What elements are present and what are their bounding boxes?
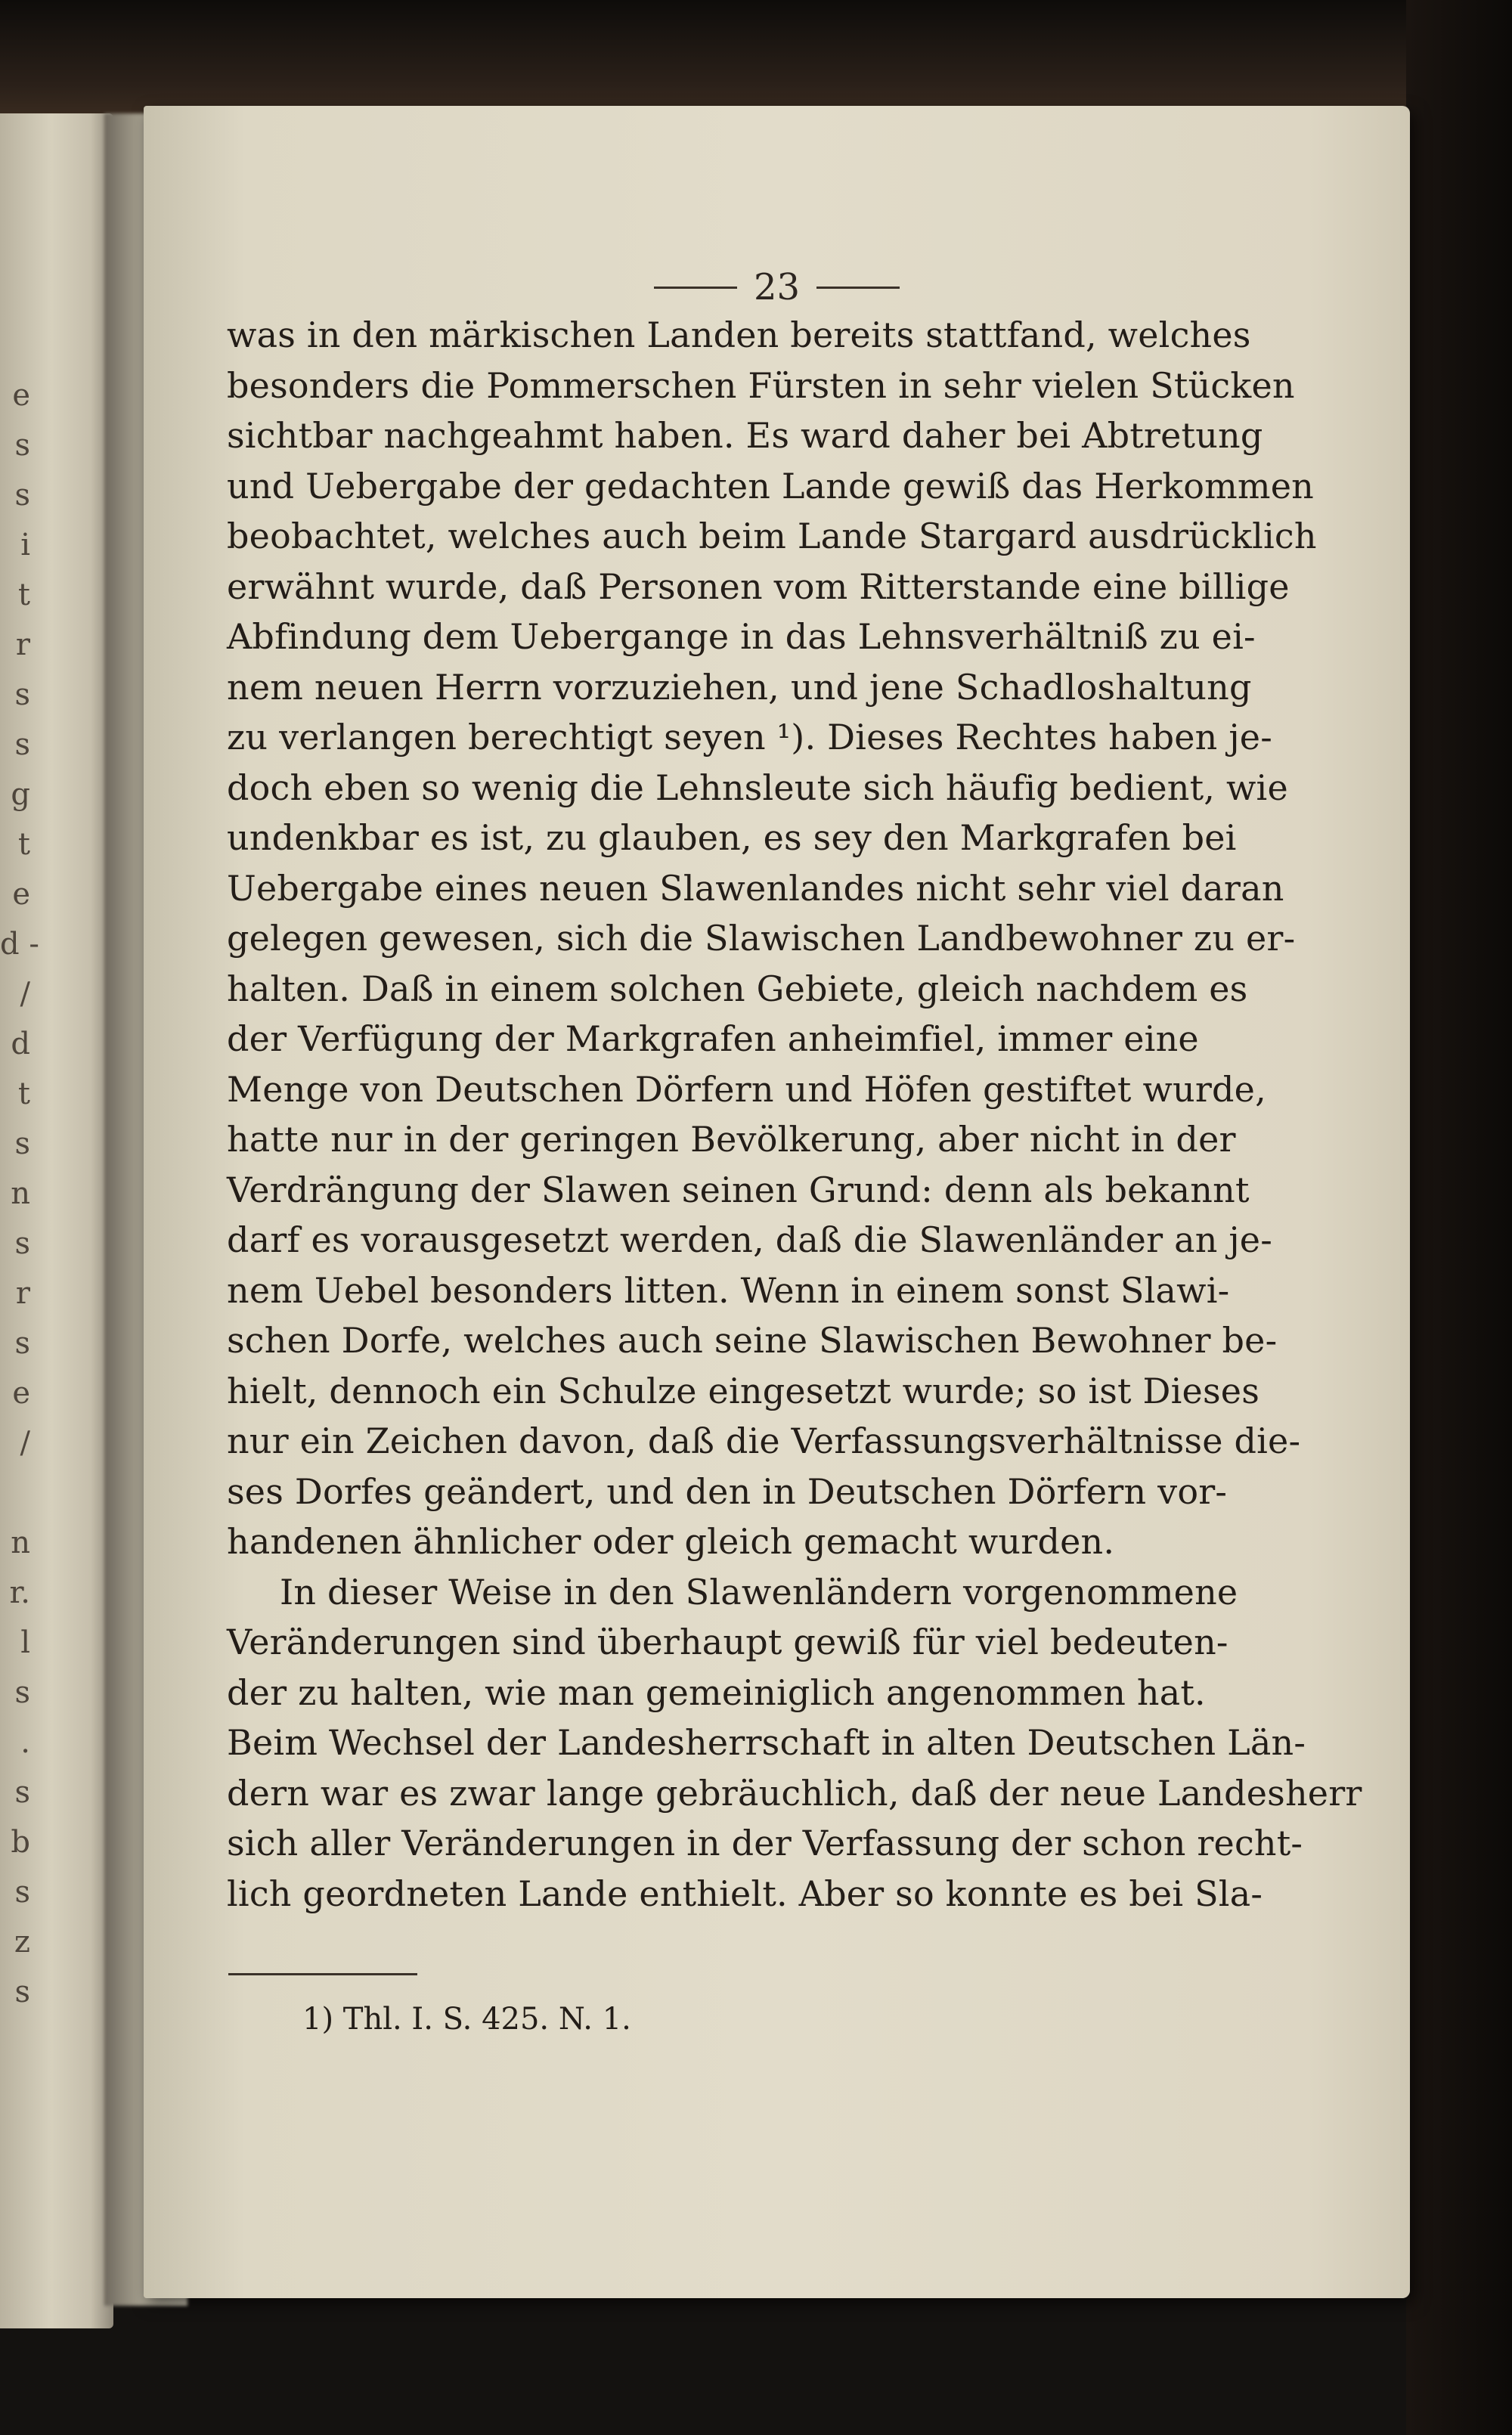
text-line: beobachtet, welches auch beim Lande Stargard ausdrücklich — [227, 516, 1317, 556]
text-line: darf es vorausgesetzt werden, daß die Slawenländer an je- — [227, 1219, 1272, 1260]
text-line: der Verfügung der Markgrafen anheimfiel, immer eine — [227, 1018, 1199, 1059]
text-line: nem neuen Herrn vorzuziehen, und jene Schadloshaltung — [227, 666, 1252, 708]
text-line: lich geordneten Lande enthielt. Aber so konnte es bei Sla- — [227, 1873, 1263, 1914]
book-cover-top-edge — [0, 0, 1512, 121]
left-page-fragment: r. — [9, 1575, 30, 1610]
footnote: 1) Thl. I. S. 425. N. 1. — [302, 2002, 631, 2037]
text-line: der zu halten, wie man gemeiniglich angenommen hat. — [227, 1671, 1206, 1713]
left-page-fragment: t — [17, 1077, 30, 1111]
left-facing-page — [0, 113, 113, 2328]
book-cover-right-edge — [1406, 0, 1512, 2435]
left-page-fragment: i — [20, 528, 30, 562]
left-page-fragment: s — [14, 1675, 30, 1710]
left-page-fragment: e — [12, 1376, 30, 1411]
left-page-fragment: s — [14, 1975, 30, 2009]
left-page-fragment: s — [14, 478, 30, 513]
left-page-fragment: e — [12, 877, 30, 912]
text-line: nur ein Zeichen davon, daß die Verfassungsverhältnisse die- — [227, 1420, 1301, 1461]
left-page-fragment: s — [14, 727, 30, 762]
left-page-fragment — [0, 1468, 30, 1518]
left-page-fragment: / — [20, 977, 30, 1011]
text-line: was in den märkischen Landen bereits stattfand, welches — [227, 314, 1251, 355]
text-line: Verdrängung der Slawen seinen Grund: denn als bekannt — [227, 1169, 1250, 1210]
left-page-fragment: g — [11, 777, 30, 812]
left-page-fragment: t — [17, 827, 30, 862]
left-page-fragment: . — [20, 1725, 30, 1760]
left-page-fragment: s — [14, 677, 30, 712]
text-line: erwähnt wurde, daß Personen vom Ritterstande eine billige — [227, 565, 1290, 607]
text-line: Beim Wechsel der Landesherrschaft in alten Deutschen Län- — [227, 1722, 1306, 1763]
book-page — [144, 106, 1410, 2298]
left-page-fragment: s — [14, 1326, 30, 1361]
footnote-rule — [228, 1973, 417, 1975]
text-line: doch eben so wenig die Lehnsleute sich häufig bedient, wie — [227, 767, 1288, 808]
text-line: sichtbar nachgeahmt haben. Es ward daher bei Abtretung — [227, 415, 1263, 456]
text-line: Abfindung dem Uebergange in das Lehnsverhältniß zu ei- — [227, 616, 1256, 657]
left-page-fragment: b — [11, 1825, 30, 1860]
text-line: schen Dorfe, welches auch seine Slawischen Bewohner be- — [227, 1320, 1278, 1361]
text-line: besonders die Pommerschen Fürsten in sehr vielen Stücken — [227, 364, 1295, 406]
text-line: gelegen gewesen, sich die Slawischen Landbewohner zu er- — [227, 918, 1296, 959]
left-page-fragment: t — [17, 578, 30, 612]
left-page-fragment: s — [14, 1875, 30, 1910]
left-page-text-fragments — [0, 370, 39, 2017]
text-line: Uebergabe eines neuen Slawenlandes nicht sehr viel daran — [227, 867, 1284, 909]
left-page-fragment: s — [14, 1775, 30, 1810]
head-rule-left — [654, 287, 737, 289]
text-line: dern war es zwar lange gebräuchlich, daß der neue Landesherr — [227, 1772, 1362, 1814]
left-page-fragment: s — [14, 428, 30, 463]
left-page-fragment: r — [15, 1276, 30, 1311]
left-page-fragment: r — [15, 627, 30, 662]
left-page-fragment: d — [11, 1027, 30, 1061]
left-page-fragment: s — [14, 1126, 30, 1161]
running-head — [144, 266, 1410, 308]
left-page-fragment: d - — [0, 927, 39, 962]
page-number: 23 — [753, 266, 801, 308]
left-page-fragment: z — [14, 1925, 30, 1959]
text-line: halten. Daß in einem solchen Gebiete, gleich nachdem es — [227, 968, 1248, 1009]
text-line: nem Uebel besonders litten. Wenn in einem sonst Slawi- — [227, 1269, 1230, 1311]
left-page-fragment: n — [11, 1176, 30, 1211]
left-page-fragment: s — [14, 1226, 30, 1261]
left-page-fragment: / — [20, 1426, 30, 1461]
body-text — [227, 310, 1362, 1919]
text-line: und Uebergabe der gedachten Lande gewiß das Herkommen — [227, 465, 1314, 507]
text-line: handenen ähnlicher oder gleich gemacht wurden. — [227, 1521, 1115, 1562]
text-line: sich aller Veränderungen in der Verfassung der schon recht- — [227, 1823, 1303, 1863]
text-line: hielt, dennoch ein Schulze eingesetzt wurde; so ist Dieses — [227, 1370, 1259, 1411]
text-line: Menge von Deutschen Dörfern und Höfen gestiftet wurde, — [227, 1068, 1266, 1110]
text-line: In dieser Weise in den Slawenländern vorgenommene — [280, 1571, 1238, 1612]
head-rule-right — [816, 287, 900, 289]
left-page-fragment: n — [11, 1526, 30, 1560]
left-page-fragment: e — [12, 378, 30, 413]
text-line: Veränderungen sind überhaupt gewiß für viel bedeuten- — [227, 1622, 1228, 1662]
text-line: ses Dorfes geändert, und den in Deutschen Dörfern vor- — [227, 1470, 1228, 1512]
text-line: undenkbar es ist, zu glauben, es sey den Markgrafen bei — [227, 817, 1237, 858]
text-line: zu verlangen berechtigt seyen ¹). Dieses Rechtes haben je- — [227, 717, 1272, 757]
text-line: hatte nur in der geringen Bevölkerung, aber nicht in der — [227, 1119, 1236, 1160]
left-page-fragment: l — [20, 1625, 30, 1660]
